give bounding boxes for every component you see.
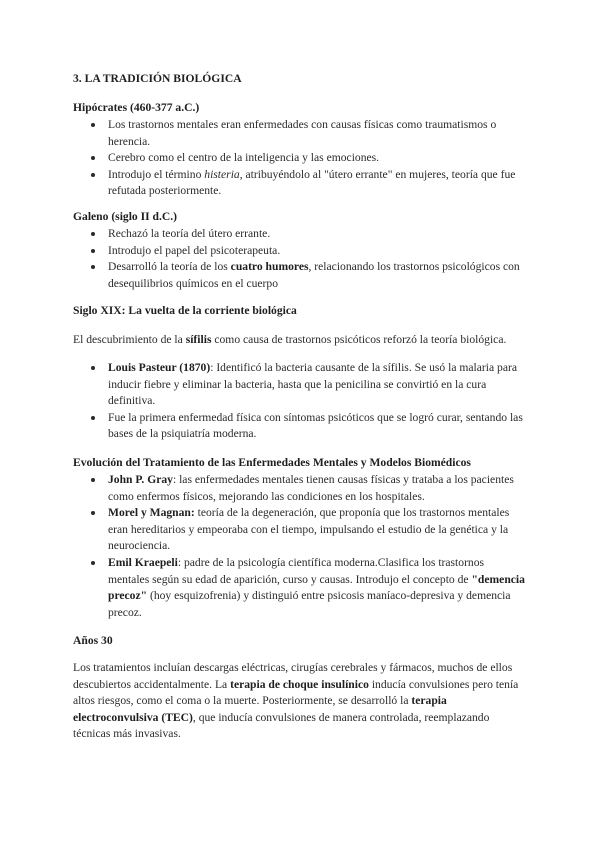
list-item-text: Rechazó la teoría del útero errante.: [108, 227, 271, 240]
heading-anos-30: Años 30: [73, 634, 113, 647]
list-item-text: Los trastornos mentales eran enfermedades con causas físicas como traumatismos o herencia.: [108, 118, 497, 148]
term-john-gray: John P. Gray: [108, 473, 173, 486]
paragraph-text: como causa de trastornos psicóticos reforzó la teoría biológica.: [211, 333, 507, 346]
list-item-text: Cerebro como el centro de la inteligencia y las emociones.: [108, 151, 380, 165]
list-item: [73, 167, 525, 200]
list-item: [73, 117, 525, 150]
term-sifilis: sífilis: [185, 333, 212, 346]
list-item-text: , atribuyéndolo al "útero errante" en mujeres, teoría que fue refutada posteriormente.: [108, 167, 516, 198]
list-galeno: [73, 226, 525, 292]
list-item-text: teoría de la degeneración, que proponía que los trastornos mentales eran hereditarios y empeoraba con el tiempo, impulsando el estudio de la genética y la neurociencia.: [108, 506, 510, 553]
document-title: 3. LA TRADICIÓN BIOLÓGICA: [73, 72, 242, 85]
list-item-text: : padre de la psicología científica moderna.Clasifica los trastornos mentales según su edad de aparición, curso y causas. Introdujo el concepto de: [108, 555, 485, 586]
term-emil-kraepeli: Emil Kraepeli: [108, 555, 178, 569]
term-histeria: histeria: [204, 167, 240, 181]
list-item-text: Desarrolló la teoría de los: [108, 260, 231, 274]
paragraph-text: El descubrimiento de la: [73, 333, 186, 346]
list-item-text: : Identificó la bacteria causante de la sífilis. Se usó la malaria para inducir fiebre y eliminar la bacteria, hasta que la penicilina se convirtió en la cura definitiva.: [108, 361, 517, 408]
paragraph-text: , que inducía convulsiones de manera controlada, reemplazando técnicas más invasivas.: [73, 710, 490, 741]
term-tec: terapia electroconvulsiva (TEC): [73, 694, 447, 724]
list-item-text: , relacionando los trastornos psicológicos con desequilibrios químicos en el cuerpo: [108, 260, 520, 290]
term-morel-magnan: Morel y Magnan:: [108, 506, 195, 520]
list-item-text: Introdujo el término: [108, 167, 205, 181]
list-item: [73, 226, 525, 243]
paragraph-text: inducía convulsiones pero tenía altos riesgos, como el coma o la muerte. Posteriormente, se desarrolló la: [73, 677, 519, 708]
paragraph-text: Los tratamientos incluían descargas eléctricas, cirugías cerebrales y fármacos, muchos de ellos descubiertos accidentalmente. La: [73, 661, 513, 691]
list-item: [73, 505, 525, 555]
list-item-text: Fue la primera enfermedad física con síntomas psicóticos que se logró curar, sentando las bases de la psiquiatría moderna.: [108, 410, 523, 441]
list-item: [73, 555, 525, 621]
term-louis-pasteur: Louis Pasteur (1870): [108, 361, 211, 374]
term-choque-insulinico: terapia de choque insulínico: [230, 677, 369, 691]
heading-galeno: Galeno (siglo II d.C.): [73, 210, 178, 223]
heading-hipocrates: Hipócrates (460-377 a.C.): [73, 101, 200, 114]
list-evolucion: [73, 472, 525, 621]
list-siglo-xix: [73, 360, 525, 443]
list-item: [73, 472, 525, 505]
term-cuatro-humores: cuatro humores: [230, 260, 309, 274]
list-item-text: Introdujo el papel del psicoterapeuta.: [108, 243, 281, 257]
list-item: [73, 259, 525, 292]
list-item: [73, 410, 525, 443]
heading-evolucion: Evolución del Tratamiento de las Enfermedades Mentales y Modelos Biomédicos: [73, 456, 471, 469]
list-item: [73, 360, 525, 410]
list-hipocrates: [73, 117, 525, 200]
paragraph-sifilis: [73, 332, 525, 349]
heading-siglo-xix: Siglo XIX: La vuelta de la corriente biológica: [73, 304, 297, 317]
term-demencia-precoz: "demencia precoz": [108, 572, 525, 603]
list-item: [73, 243, 525, 260]
list-item: [73, 150, 525, 167]
list-item-text: (hoy esquizofrenia) y distinguió entre psicosis maníaco-depresiva y demencia precoz.: [108, 589, 511, 619]
paragraph-anos-30: [73, 660, 525, 743]
list-item-text: : las enfermedades mentales tienen causas físicas y trataba a los pacientes como enfermos físicos, mejorando las condiciones en los hospitales.: [108, 473, 514, 503]
